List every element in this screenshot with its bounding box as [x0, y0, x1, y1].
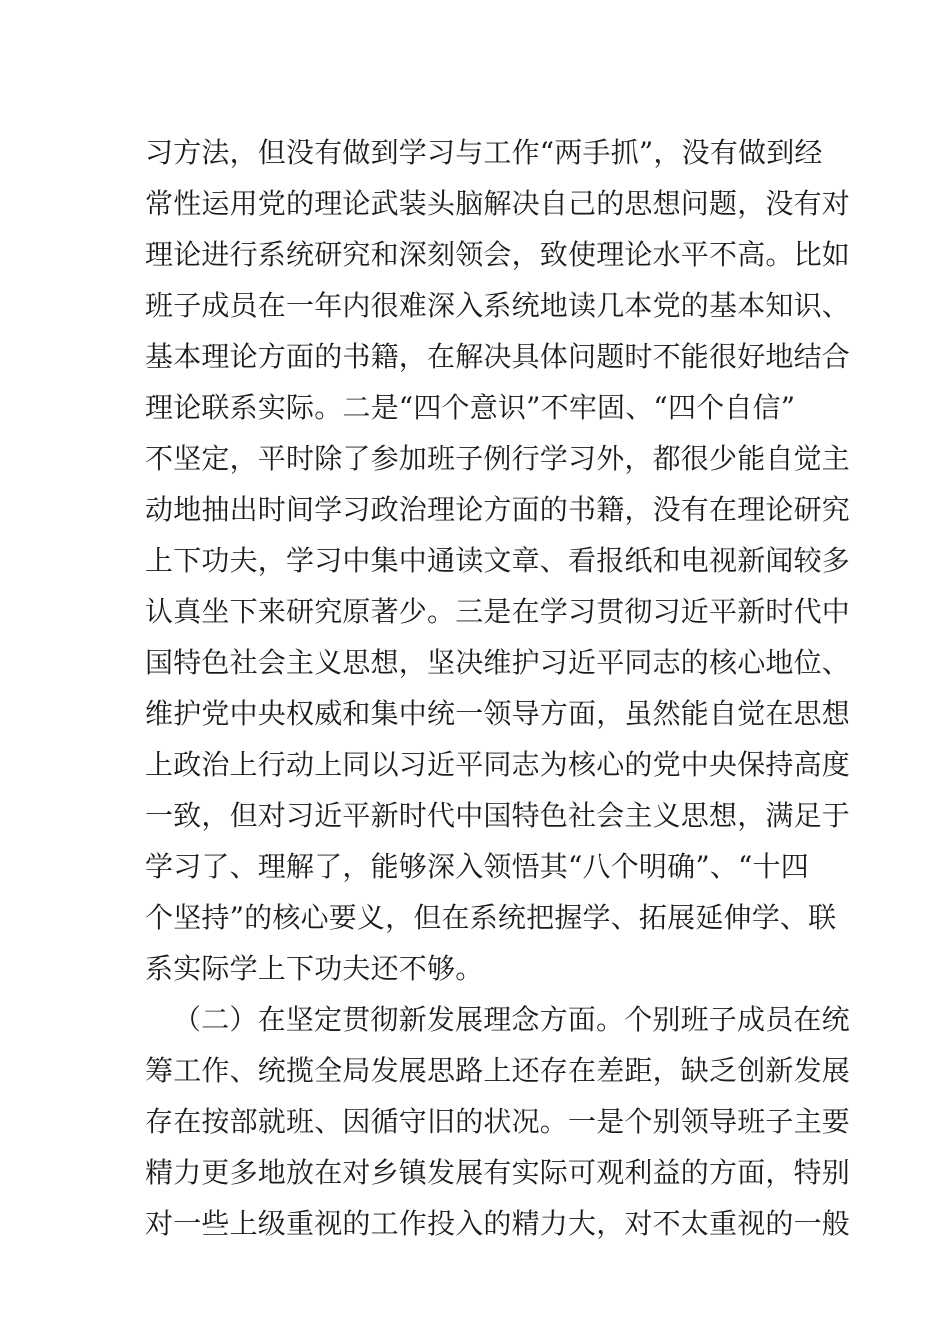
text-line: 不坚定，平时除了参加班子例行学习外，都很少能自觉主: [145, 442, 851, 475]
text-line: 对一些上级重视的工作投入的精力大，对不太重视的一般: [145, 1207, 851, 1240]
paragraph-start-line: （二）在坚定贯彻新发展理念方面。个别班子成员在统: [173, 1003, 850, 1036]
text-line: 班子成员在一年内很难深入系统地读几本党的基本知识、: [145, 289, 851, 322]
text-line: 上下功夫，学习中集中通读文章、看报纸和电视新闻较多: [145, 544, 851, 577]
text-line: 上政治上行动上同以习近平同志为核心的党中央保持高度: [145, 748, 851, 781]
text-line: 一致，但对习近平新时代中国特色社会主义思想，满足于: [145, 799, 851, 832]
text-line: 存在按部就班、因循守旧的状况。一是个别领导班子主要: [145, 1105, 851, 1138]
text-line: 习方法，但没有做到学习与工作“两手抓”，没有做到经: [145, 136, 823, 169]
text-line: 维护党中央权威和集中统一领导方面，虽然能自觉在思想: [145, 697, 851, 730]
text-line: 系实际学上下功夫还不够。: [145, 952, 484, 985]
text-line: 个坚持”的核心要义，但在系统把握学、拓展延伸学、联: [145, 901, 837, 934]
text-line: 常性运用党的理论武装头脑解决自己的思想问题，没有对: [145, 187, 851, 220]
text-line: 理论进行系统研究和深刻领会，致使理论水平不高。比如: [145, 238, 851, 271]
text-line: 筹工作、统揽全局发展思路上还存在差距，缺乏创新发展: [145, 1054, 851, 1087]
text-line: 理论联系实际。二是“四个意识”不牢固、“四个自信”: [145, 391, 796, 424]
text-line: 动地抽出时间学习政治理论方面的书籍，没有在理论研究: [145, 493, 851, 526]
text-line: 精力更多地放在对乡镇发展有实际可观利益的方面，特别: [145, 1156, 851, 1189]
text-line: 认真坐下来研究原著少。三是在学习贯彻习近平新时代中: [145, 595, 851, 628]
text-line: 国特色社会主义思想，坚决维护习近平同志的核心地位、: [145, 646, 851, 679]
text-line: 基本理论方面的书籍，在解决具体问题时不能很好地结合: [145, 340, 851, 373]
text-line: 学习了、理解了，能够深入领悟其“八个明确”、“十四: [145, 850, 809, 883]
